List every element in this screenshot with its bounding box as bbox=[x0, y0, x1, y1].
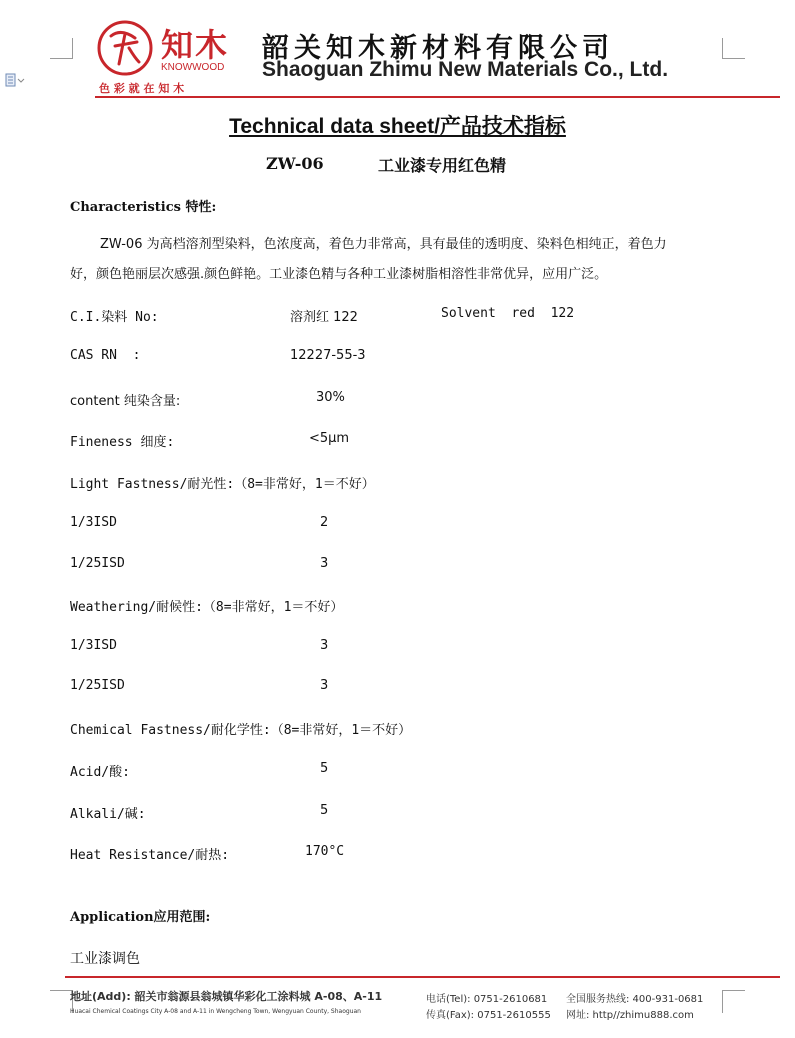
light-fastness-heading: Light Fastness/耐光性:（8=非常好，1＝不好） bbox=[70, 477, 375, 492]
light-row-1-value: 2 bbox=[320, 515, 329, 530]
footer-divider bbox=[65, 976, 780, 978]
heat-label: Heat Resistance/耐热: bbox=[70, 848, 230, 863]
weathering-row-1-value: 3 bbox=[320, 638, 329, 653]
document-title: Technical data sheet/产品技术指标 bbox=[229, 115, 566, 138]
crop-mark-top-right bbox=[722, 38, 745, 59]
cas-value: 12227-55-3 bbox=[290, 348, 366, 363]
content-label: content 纯染含量: bbox=[70, 394, 181, 409]
light-row-2-label: 1/25ISD bbox=[70, 556, 125, 571]
logo-seal-icon bbox=[95, 18, 155, 78]
footer-address-en: Huacai Chemical Coatings City A-08 and A-11 in Wengcheng Town, Wengyuan County, Shaoguan bbox=[70, 1008, 361, 1015]
company-name-cn: 韶关知木新材料有限公司 bbox=[262, 33, 614, 64]
footer-tel: 电话(Tel): 0751-2610681 bbox=[426, 994, 548, 1005]
characteristics-line-1: ZW-06 为高档溶剂型染料，色浓度高，着色力非常高，具有最佳的透明度、染料色相纯正，着色力 bbox=[100, 237, 667, 252]
ci-value-en: Solvent red 122 bbox=[441, 306, 575, 321]
heat-value: 170°C bbox=[305, 844, 345, 859]
footer-hotline: 全国服务热线: 400-931-0681 bbox=[566, 994, 704, 1005]
application-text: 工业漆调色 bbox=[70, 951, 140, 967]
chemical-row-2-label: Alkali/碱: bbox=[70, 807, 146, 822]
cas-label: CAS RN : bbox=[70, 348, 141, 363]
ci-value-cn: 溶剂红 122 bbox=[290, 310, 358, 325]
crop-mark-bottom-right bbox=[722, 990, 745, 1013]
company-name-en: Shaoguan Zhimu New Materials Co., Ltd. bbox=[262, 58, 669, 81]
chemical-row-1-label: Acid/酸: bbox=[70, 765, 130, 780]
product-name: 工业漆专用红色精 bbox=[378, 156, 507, 175]
light-row-2-value: 3 bbox=[320, 556, 329, 571]
logo-slogan: 色 彩 就 在 知 木 bbox=[99, 82, 185, 95]
fineness-value: <5μm bbox=[309, 431, 350, 446]
characteristics-heading: Characteristics 特性: bbox=[70, 200, 217, 215]
weathering-row-2-label: 1/25ISD bbox=[70, 678, 125, 693]
characteristics-line-2: 好，颜色艳丽层次感强.颜色鲜艳。工业漆色精与各种工业漆树脂相溶性非常优异，应用广泛。 bbox=[70, 267, 608, 282]
company-logo bbox=[95, 14, 240, 96]
footer-fax: 传真(Fax): 0751-2610555 bbox=[426, 1010, 551, 1021]
application-heading: Application应用范围: bbox=[70, 910, 211, 925]
chemical-row-2-value: 5 bbox=[320, 803, 329, 818]
header-divider bbox=[95, 96, 780, 98]
light-row-1-label: 1/3ISD bbox=[70, 515, 117, 530]
ci-label: C.I.染料 No: bbox=[70, 310, 159, 325]
logo-en: KNOWWOOD bbox=[161, 62, 225, 73]
weathering-heading: Weathering/耐候性:（8=非常好，1＝不好） bbox=[70, 600, 344, 615]
chemical-heading: Chemical Fastness/耐化学性:（8=非常好，1＝不好） bbox=[70, 723, 412, 738]
fineness-label: Fineness 细度: bbox=[70, 435, 175, 450]
weathering-row-1-label: 1/3ISD bbox=[70, 638, 117, 653]
logo-cn: 知木 bbox=[161, 26, 230, 64]
footer-address: 地址(Add): 韶关市翁源县翁城镇华彩化工涂料城 A-08、A-11 bbox=[70, 990, 383, 1003]
product-code: ZW-06 bbox=[266, 154, 324, 173]
document-icon[interactable] bbox=[5, 72, 25, 86]
crop-mark-top-left bbox=[50, 38, 73, 59]
weathering-row-2-value: 3 bbox=[320, 678, 329, 693]
characteristics-text bbox=[70, 230, 730, 290]
content-value: 30% bbox=[316, 390, 345, 405]
footer-website-link[interactable]: 网址: http//zhimu888.com bbox=[566, 1010, 694, 1021]
chemical-row-1-value: 5 bbox=[320, 761, 329, 776]
